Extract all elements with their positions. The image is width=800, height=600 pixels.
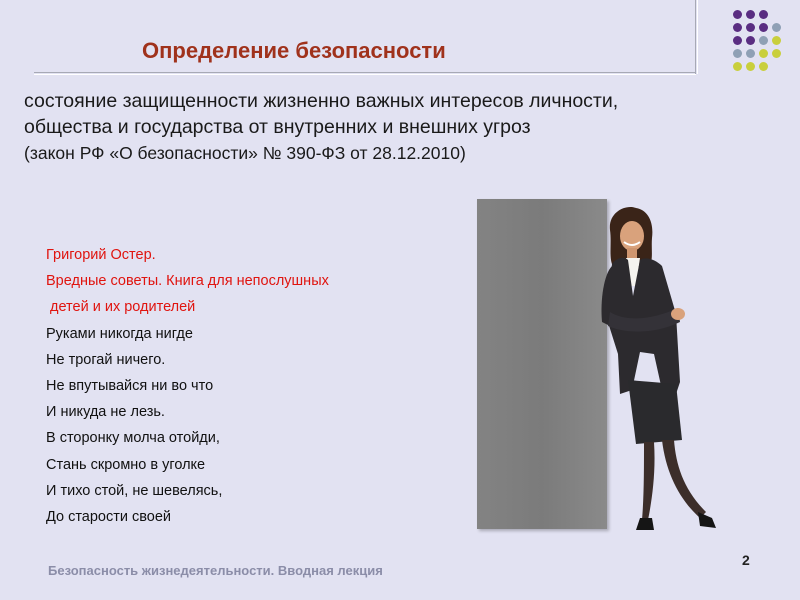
dot-icon — [772, 49, 781, 58]
definition-line-1: состояние защищенности жизненно важных интересов личности, — [24, 90, 619, 112]
dot-icon — [733, 62, 742, 71]
poem-line: Не впутывайся ни во что — [46, 378, 214, 395]
title-divider — [34, 72, 696, 73]
dot-icon — [733, 23, 742, 32]
gray-pillar — [477, 199, 607, 529]
dot-icon — [759, 23, 768, 32]
dot-icon — [772, 36, 781, 45]
vertical-divider-highlight — [697, 0, 698, 74]
poem-book-line-2: детей и их родителей — [50, 299, 196, 316]
poem-line: И тихо стой, не шевелясь, — [46, 482, 223, 499]
vertical-divider — [695, 0, 696, 74]
dot-icon — [746, 23, 755, 32]
title-divider-highlight — [34, 74, 696, 75]
businesswoman-illustration — [596, 204, 756, 534]
dot-icon — [746, 36, 755, 45]
poem-line: Руками никогда нигде — [46, 325, 193, 342]
poem-author: Григорий Остер. — [46, 247, 156, 263]
dot-icon — [733, 10, 742, 19]
poem-book-line-1: Вредные советы. Книга для непослушных — [46, 273, 329, 290]
dot-icon — [746, 49, 755, 58]
dot-icon — [759, 62, 768, 71]
poem-block — [46, 242, 466, 530]
dot-icon — [746, 10, 755, 19]
poem-line: И никуда не лезь. — [46, 404, 165, 421]
dot-icon — [759, 10, 768, 19]
dot-icon — [746, 62, 755, 71]
poem-line: До старости своей — [46, 509, 172, 526]
slide-title: Определение безопасности — [142, 38, 446, 63]
dot-grid-icon — [733, 10, 793, 76]
footer-caption: Безопасность жизнедеятельности. Вводная лекция — [48, 563, 383, 578]
dot-icon — [772, 23, 781, 32]
definition-block — [24, 88, 724, 166]
page-number: 2 — [742, 552, 750, 568]
dot-icon — [733, 36, 742, 45]
dot-icon — [759, 49, 768, 58]
dot-icon — [733, 49, 742, 58]
law-reference: (закон РФ «О безопасности» № 390-ФЗ от 28.12.2010) — [24, 143, 466, 163]
definition-line-2: общества и государства от внутренних и внешних угроз — [24, 116, 531, 138]
poem-line: Стань скромно в уголке — [46, 456, 206, 473]
dot-icon — [759, 36, 768, 45]
poem-line: В сторонку молча отойди, — [46, 430, 220, 447]
poem-line: Не трогай ничего. — [46, 351, 166, 368]
